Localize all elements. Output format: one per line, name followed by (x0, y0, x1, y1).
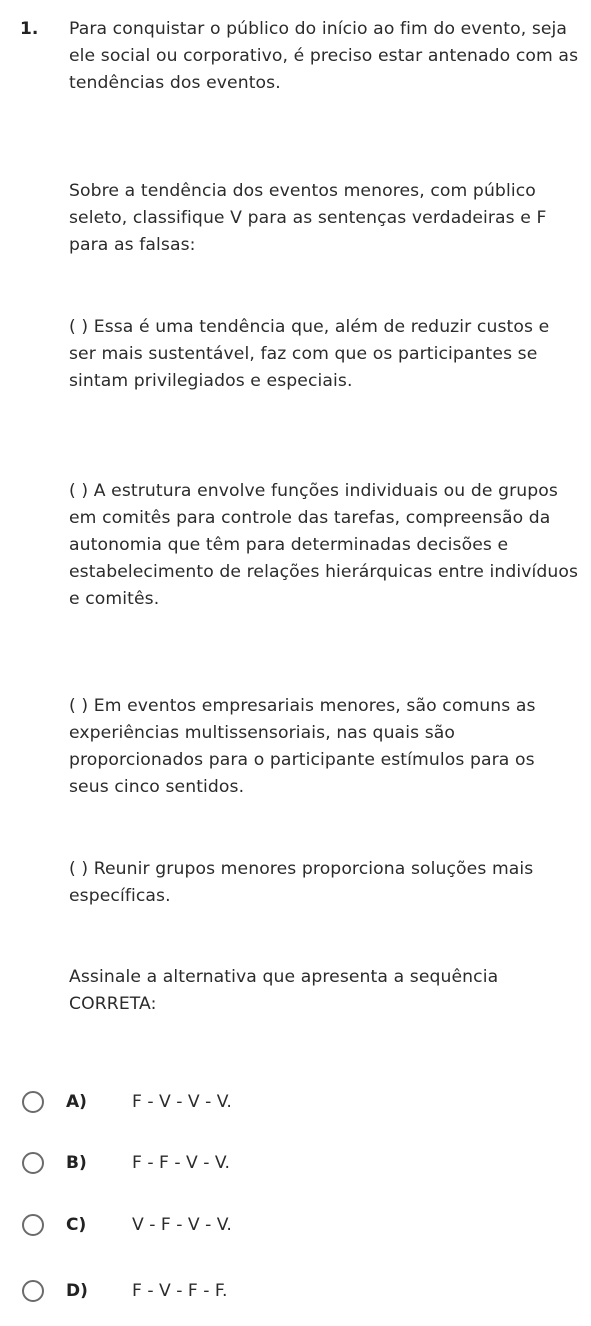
option-letter: C) (66, 1215, 87, 1235)
option-text: V - F - V - V. (132, 1215, 232, 1235)
question-instruction: Sobre a tendência dos eventos menores, com público seleto, classifique V para as sentenças verdadeiras e F para as falsas: (69, 181, 547, 255)
radio-circle-icon[interactable] (22, 1214, 44, 1236)
option-letter: A) (66, 1092, 87, 1112)
option-text: F - V - V - V. (132, 1092, 232, 1112)
option-c[interactable] (22, 1205, 542, 1245)
radio-circle-icon[interactable] (22, 1091, 44, 1113)
statement-1: ( ) Essa é uma tendência que, além de reduzir custos e ser mais sustentável, faz com que os participantes se sintam privilegiados e especiais. (69, 317, 550, 391)
radio-circle-icon[interactable] (22, 1280, 44, 1302)
question-intro: Para conquistar o público do início ao fim do evento, seja ele social ou corporativo, é preciso estar antenado com as tendências dos eventos. (69, 19, 579, 93)
option-letter: D) (66, 1281, 88, 1301)
radio-circle-icon[interactable] (22, 1152, 44, 1174)
question-prompt: Assinale a alternativa que apresenta a sequência CORRETA: (69, 967, 499, 1014)
option-a[interactable] (22, 1082, 542, 1122)
option-text: F - V - F - F. (132, 1281, 228, 1301)
option-b[interactable] (22, 1143, 542, 1183)
option-letter: B) (66, 1153, 87, 1173)
question-number: 1. (20, 19, 39, 39)
statement-2: ( ) A estrutura envolve funções individuais ou de grupos em comitês para controle das tarefas, compreensão da autonomia que têm para determinadas decisões e estabelecimento de relações hierárquicas entre indivíduos e comitês. (69, 481, 579, 609)
option-d[interactable] (22, 1271, 542, 1311)
statement-4: ( ) Reunir grupos menores proporciona soluções mais específicas. (69, 859, 534, 906)
statement-3: ( ) Em eventos empresariais menores, são comuns as experiências multissensoriais, nas quais são proporcionados para o participante estímulos para os seus cinco sentidos. (69, 696, 536, 797)
option-text: F - F - V - V. (132, 1153, 230, 1173)
